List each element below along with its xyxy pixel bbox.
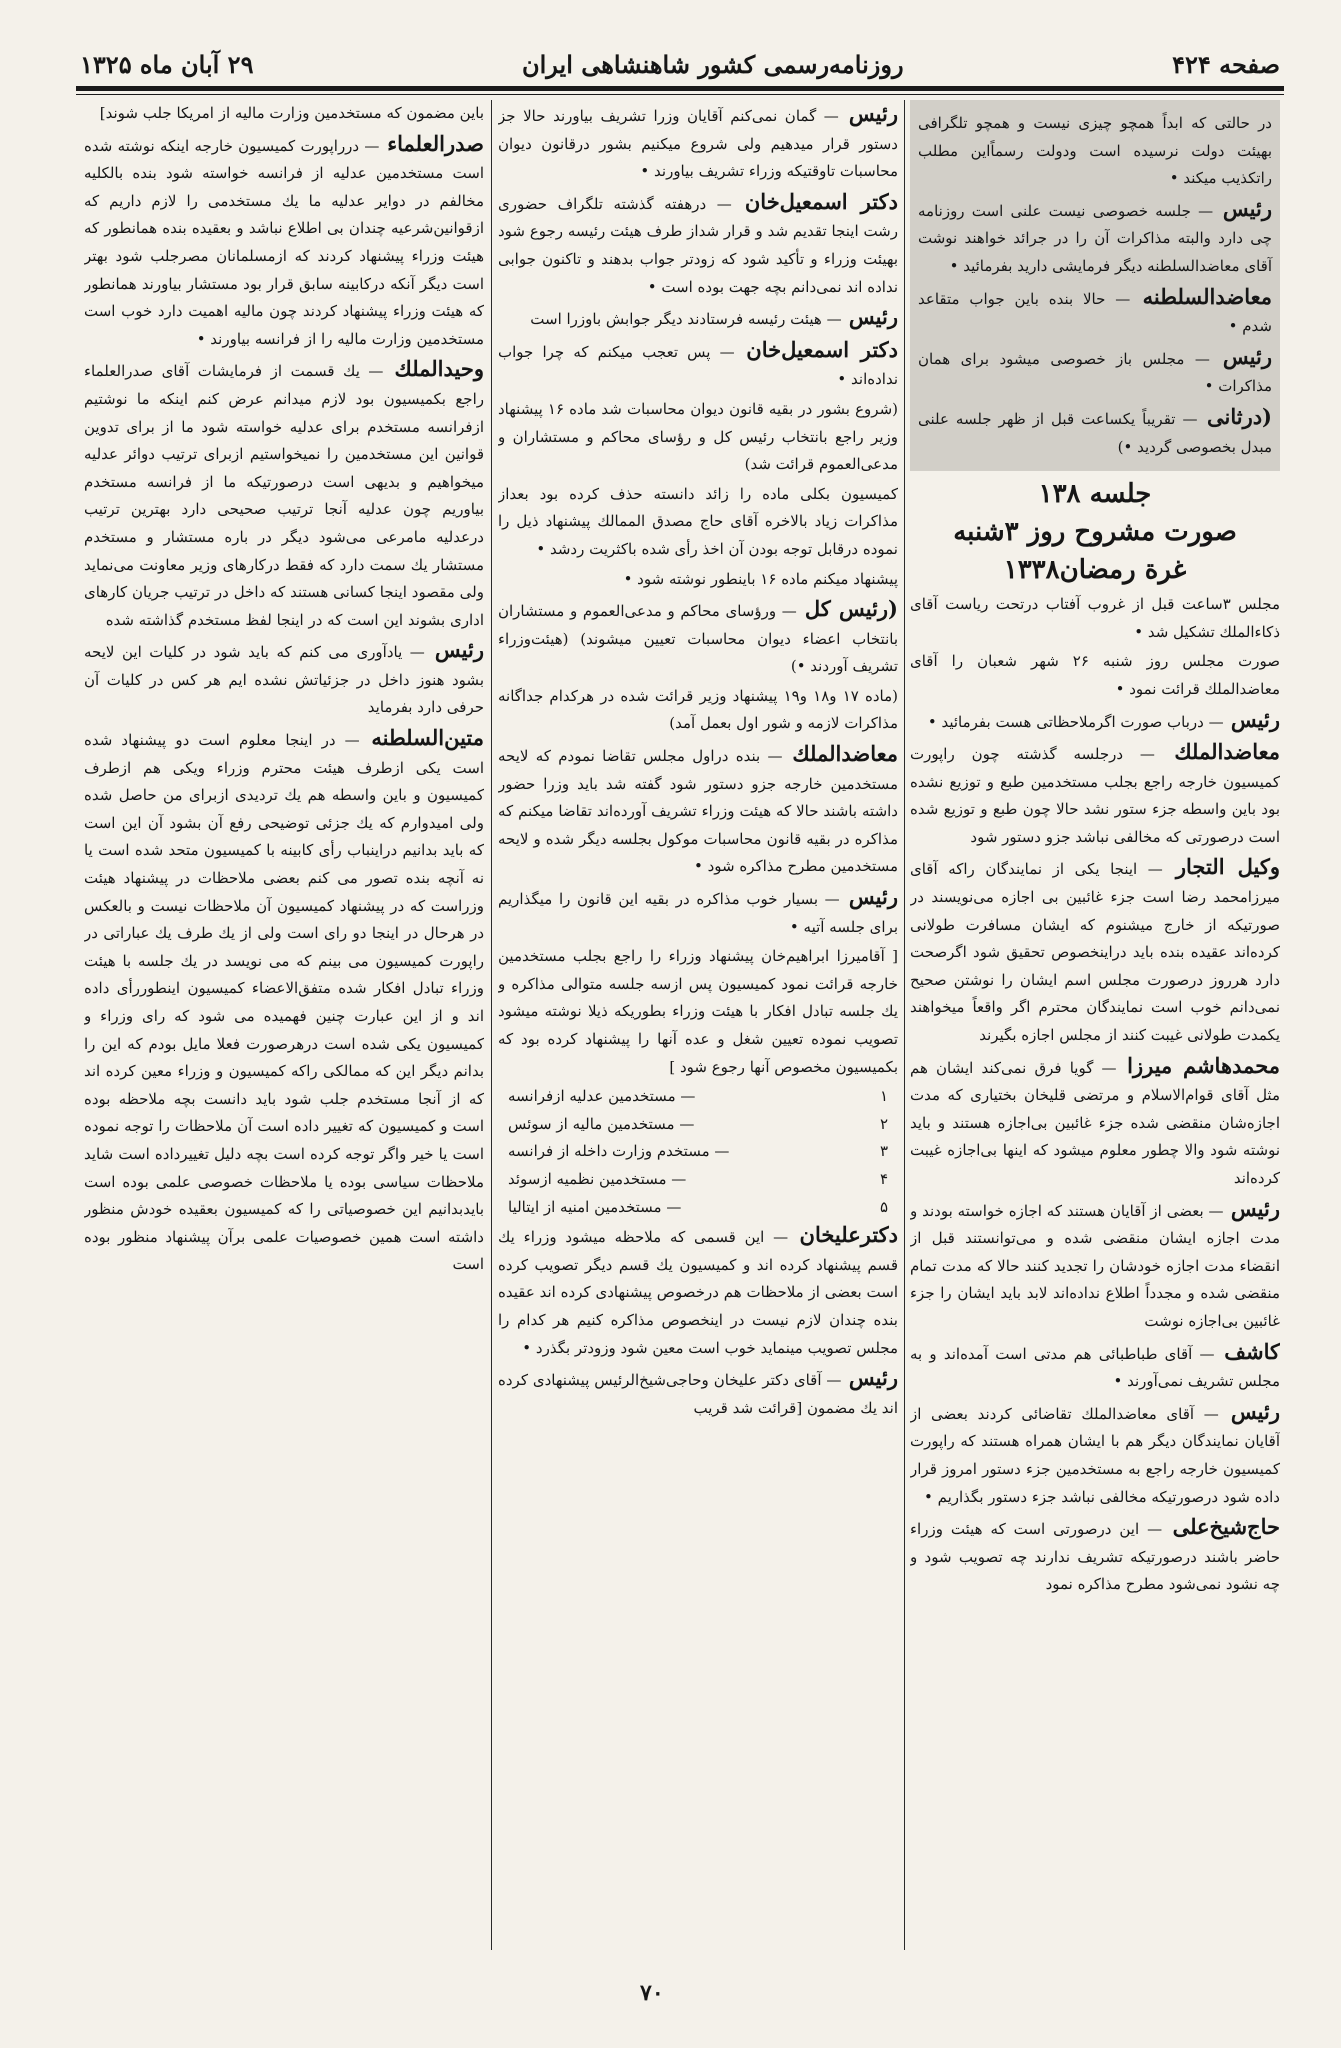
shaded-box [910, 100, 1280, 471]
paragraph: رئیس — گمان نمی‌کنم آقایان وزرا تشریف بیاورند حالا جز دستور قرار میدهیم ولی شروع میکنیم بشور درقانون دیوان محاسبات تاوقتیکه وزراء تشریف بیاورند • [498, 101, 898, 181]
paragraph: (شروع بشور در بقیه قانون دیوان محاسبات شد ماده ۱۶ پیشنهاد وزیر راجع بانتخاب رئیس کل و رؤسای محاکم و مستشاران و مدعی‌العموم قرائت شد) [498, 399, 898, 474]
session-date: غرة رمضان۱۳۳۸ [1003, 555, 1187, 586]
issue-date: ۲۹ آبان ماه ۱۳۲۵ [80, 49, 254, 79]
speaker-name: دکتر اسمعیل‌خان [734, 336, 898, 362]
list-item [498, 1083, 898, 1111]
paragraph: کمیسیون بکلی ماده را زائد دانسته حذف کرده بود بعداز مذاکرات زیاد بالاخره آقای حاج مصدق الممالك پیشنهاد ذیل را نموده درقابل توجه بودن آن اخذ رأی شده باکثریت ردشد • [498, 484, 898, 558]
column-divider-left [491, 100, 492, 1950]
speaker-name: وکیل التجار [1162, 854, 1280, 880]
speaker-name: رئیس [841, 304, 898, 330]
paragraph: در حالتی که ابداً همچو چیزی نیست و همچو تلگرافی بهیئت دولت نرسیده است ودولت رسماًاین مطلب راتکذیب میکند • [918, 114, 1272, 188]
paragraph: رئیس — آقای معاضدالملك تقاضائی کردند بعضی از آقایان نمایندگان دیگر هم با ایشان همراه هستند که راپورت کمیسیون خارجه راجع به مستخدمین جزء دستور امروز قرار داده شود درصورتیکه مخالفی نباشد جزء دستور بگذاریم • [910, 1398, 1280, 1506]
speaker-name: (درثانی [1197, 403, 1272, 429]
paragraph: رئیس — مجلس باز خصوصی میشود برای همان مذاکرات • [918, 343, 1272, 396]
column-left [84, 100, 484, 1970]
paragraph: دکترعلیخان — این قسمی که ملاحظه میشود وزراء یك قسم پیشنهاد کرده اند و کمیسیون یك قسم دیگر تصویب کرده است بعضی از ملاحظات هم درخصوص پیشنهادی کرده اند عقیده بنده چندان لازم نیست در اینخصوص مذاکره کنیم هر کدام را مجلس تصویب مینماید خوب است معین شود وزودتر بگذرد • [498, 1222, 898, 1357]
paragraph: (درثانی — تقریباً یکساعت قبل از ظهر جلسه علنی مبدل بخصوصی گردید •) [918, 403, 1272, 456]
paragraph: رئیس — آقای دکتر علیخان وحاجی‌شیخ‌الرئیس پیشنهادی کرده اند یك مضمون [قرائت شد قریب [498, 1365, 898, 1417]
speaker-name: رئیس [1218, 1398, 1280, 1424]
paragraph: معاضدالملك — بنده دراول مجلس تقاضا نمودم که لایحه مستخدمین خارجه جزو دستور شود گفته شد باید وزرا حضور داشته باشند حالا که هیئت وزراء تشریف آورده‌اند تقاضا میکنم که مذاکره در بقیه قانون محاسبات موکول بجلسه دیگر شده و لایحه مستخدمین مطرح مذاکره شود • [498, 741, 898, 876]
speaker-name: رئیس [838, 101, 898, 126]
speaker-name: صدرالعلماء [379, 130, 484, 156]
paragraph: محمدهاشم میرزا — گویا فرق نمی‌کند ایشان هم مثل آقای قوام‌الاسلام و مرتضی قلیخان بختیاری که مدت اجازه‌شان منقضی شده جزء غائبین بی‌اجازه هستند و باید نوشته شود والا چطور معلوم میشود که اینها بی‌اجازه غیبت کرده‌اند [910, 1052, 1280, 1187]
list-text: — مستخدمین عدلیه ازفرانسه [508, 1087, 696, 1106]
page-header [80, 44, 1280, 84]
speaker-name: رئیس [1213, 195, 1272, 221]
paragraph: صدرالعلماء — درراپورت کمیسیون خارجه اینکه نوشته شده است مستخدمین عدلیه از فرانسه خواسته شود بنده بالکلیه مخالفم در دوایر عدلیه ما یك مستخدمی را لازم داریم که ازقوانین‌شرعیه چندان بی اطلاع نباشد و بعقیده بنده همانطور که هیئت وزراء پیشنهاد کردند که ازمسلمانان مصرجلب شود بهتر است دیگر آنکه درکابینه سابق قرار بود مستشار بیاورند همانطور که هیئت وزراء پیشنهاد کردند چون مالیه اهمیت دارد خوب است مستخدمین وزارت مالیه را از فرانسه بیاورند • [84, 130, 484, 348]
page-footer-mark: ۷۰ [640, 1980, 664, 2006]
paragraph: رئیس — یادآوری می کنم که باید شود در کلیات این لایحه بشود هنوز داخل در جزئیاتش نشده ایم هر کس در کلیات آن حرفی دارد بفرماید [84, 637, 484, 717]
list-number: ۱ [879, 1087, 888, 1106]
paragraph: رئیس — بسیار خوب مذاکره در بقیه این قانون را میگذاریم برای جلسه آتیه • [498, 884, 898, 936]
list-item [498, 1138, 898, 1166]
paragraph: کاشف — آقای طباطبائی هم مدتی است آمده‌اند و به مجلس تشریف نمی‌آورند • [910, 1338, 1280, 1391]
list-text: — مستخدم وزارت داخله از فرانسه [508, 1142, 730, 1161]
speaker-name: رئیس [424, 637, 484, 663]
speaker-name: متین‌السلطنه [359, 725, 484, 751]
paragraph: حاج‌شیخ‌علی — این درصورتی است که هیئت وزراء حاضر باشند درصورتیکه تشریف ندارند چه تصویب شود و چه نشود نمی‌شود مطرح مذاکره نمود [910, 1514, 1280, 1594]
paragraph: باین مضمون که مستخدمین وزارت مالیه از امریکا جلب شوند] [99, 104, 484, 122]
speaker-name: معاضدالملك [782, 741, 898, 767]
newspaper-title: روزنامه‌رسمی کشور شاهنشاهی ایران [522, 49, 904, 79]
list-item [498, 1166, 898, 1194]
paragraph: دکتر اسمعیل‌خان — پس تعجب میکنم که چرا جواب نداده‌اند • [498, 336, 898, 389]
speaker-name: معاضدالملك [1154, 739, 1280, 765]
list-number: ۴ [879, 1169, 888, 1188]
column-middle [498, 100, 898, 1970]
paragraph: مجلس ۳ساعت قبل از غروب آفتاب درتحت ریاست آقای ذکاءالملك تشکیل شد • [910, 595, 1280, 641]
paragraph: دکتر اسمعیل‌خان — درهفته گذشته تلگراف حضوری رشت اینجا تقدیم شد و قرار شداز طرف هیئت رئیسه رجوع شود بهیئت وزراء و تأکید شود که زودتر جواب بدهند و تاکنون جوابی نداده اند نمی‌دانم بچه جهت بوده است • [498, 188, 898, 296]
paragraph: رئیس — بعضی از آقایان هستند که اجازه خواسته بودند و مدت اجازه ایشان منقضی شده و می‌توانستند قبل از انقضاء مدت اجازه خودشان را تجدید کنند حالا که مدت تمام منقضی شده و مجدداً اطلاع نداده‌اند لابد باید ایشان را جزء غائبین بی‌اجازه نوشت [910, 1195, 1280, 1330]
speaker-name: رئیس [1223, 706, 1280, 732]
paragraph: معاضدالسلطنه — حالا بنده باین جواب متقاعد شدم • [918, 283, 1272, 336]
paragraph: (رئیس کل — ورؤسای محاکم و مدعی‌العموم و مستشاران بانتخاب اعضاء دیوان محاسبات تعیین میشوند) (هیئت‌وزراء تشریف آوردند •) [498, 596, 898, 676]
paragraph: متین‌السلطنه — در اینجا معلوم است دو پیشنهاد شده است یکی ازطرف هیئت محترم وزراء ویکی هم ازطرف کمیسیون و باین واسطه هم یك تردیدی ازبرای من حاصل شده ولی امیدوارم که یك جزئی توضیحی رفع آن بشود آن این است که باید بدانیم دراینباب رأی کابینه با کمیسیون متحد شده است یا نه آنچه بنده تصور می کنم بعضی ملاحظات در پیشنهاد هیئت وزراست که در پیشنهاد کمیسیون آن ملاحظات نیست و بالعکس در هرحال در اینجا دو رای است ولی از یك طرف یك عباراتی در راپورت کمیسیون می بینم که می نویسد در یك جلسه با هیئت وزراء تبادل افکار شده متفق‌الاعضاء کمیسیون اینطوررأی داده اند و از این عبارت چنین فهمیده می شود که رای وزراء و کمیسیون یکی شده است درهرصورت فعلا مایل بودم که این را بدانم دیگر این که ممالکی راکه کمیسیون و وزراء معین کرده اند که از آنجا مستخدم جلب شود باید دانست بچه ملاحظه بوده است و کمیسیون که تغییر داده است آن ملاحظات را توجه نموده است یا خیر واگر توجه کرده است بچه دلیل تغییرداده است شاید ملاحظات سیاسی بوده یا ملاحظات خصوصی علمی بوده است بایدبدانیم این خصوصیاتی را که کمیسیون بعقیده خودش منظور داشته است همین خصوصیات علمی برآن پیشنهاد منظور بوده است [84, 725, 484, 1274]
header-rule-thin [76, 94, 1284, 95]
speaker-name: حاج‌شیخ‌علی [1162, 1514, 1280, 1540]
employee-list [498, 1083, 898, 1221]
paragraph: رئیس — هیئت رئیسه فرستادند دیگر جوابش باوزرا است [530, 304, 898, 330]
paragraph: وحیدالملك — یك قسمت از فرمایشات آقای صدرالعلماء راجع بکمیسیون بود لازم میدانم عرض کنم اینکه ما نوشتیم ازفرانسه مستخدم برای عدلیه خواسته شود ما از برای تدوین قوانین این مستخدمین را نمیخواستیم ازبرای ترتیب دوائر عدلیه میخواهیم و بدیهی است درصورتیکه ما از فرانسه مستخدم بیاوریم چون عدلیه آنجا ترتیب صحیحی دارد بهترین ترتیب درعدلیه مامرعی می‌شود دیگر در باره مستشار و مستخدم مستشار یك سمت دارد که فقط درکارهای وزیر معاونت می‌نماید ولی مقصود اینجا کسانی هستند که داخل در ترتیب جریان کارهای اداری بشوند این است که در اینجا لفظ مستخدم گذاشته شده [84, 356, 484, 629]
speaker-name: رئیس [1209, 343, 1272, 369]
list-text: — مستخدمین امنیه از ایتالیا [508, 1197, 682, 1216]
list-item [498, 1111, 898, 1139]
speaker-name: (رئیس کل [796, 596, 898, 622]
paragraph: وکیل التجار — اینجا یکی از نمایندگان راکه آقای میرزامحمد رضا است جزء غائبین بی اجازه می‌نویسند در صورتیکه از خارج میشنوم که ایشان مسافرت طولانی کرده‌اند عقیده بنده باید دراینخصوص تحقیق شود اگرصحت دارد هرروز درصورت مجلس اسم ایشان را نوشتن صحیح نمی‌دانم خوب است نمایندگان محترم اگر واقعاً میخواهند یکمدت طولانی غیبت کنند از مجلس اجازه بگیرند [910, 854, 1280, 1045]
header-rule-thick [76, 86, 1284, 91]
column-right [910, 100, 1280, 1970]
speaker-name: معاضدالسلطنه [1130, 283, 1272, 309]
paragraph: (ماده ۱۷ و۱۸ و۱۹ پیشنهاد وزیر قرائت شده در هرکدام جداگانه مذاکرات لازمه و شور اول بعمل آمد) [498, 686, 898, 733]
speaker-name: دکترعلیخان [788, 1222, 898, 1248]
list-number: ۲ [879, 1114, 888, 1133]
speaker-name: کاشف [1214, 1338, 1280, 1364]
paragraph: صورت مجلس روز شنبه ۲۶ شهر شعبان را آقای معاضدالملك قرائت نمود • [910, 652, 1280, 698]
speaker-name: محمدهاشم میرزا [1116, 1052, 1280, 1078]
list-number: ۵ [879, 1197, 888, 1216]
session-subheading: صورت مشروح روز ۳شنبه [953, 517, 1237, 548]
speaker-name: رئیس [841, 1365, 898, 1391]
speaker-name: رئیس [1223, 1195, 1280, 1221]
speaker-name: وحیدالملك [383, 356, 484, 382]
list-text: — مستخدمین مالیه از سوئس [508, 1114, 695, 1133]
list-text: — مستخدمین نظمیه ازسوئد [508, 1169, 687, 1188]
session-heading: جلسه ۱۳۸ [1038, 479, 1152, 510]
page-number: صفحه ۴۲۴ [1172, 49, 1280, 79]
list-number: ۳ [879, 1142, 888, 1161]
paragraph: رئیس — جلسه خصوصی نیست علنی است روزنامه چی دارد والبته مذاکرات آن را در جرائد خواهند نوشت آقای معاضدالسلطنه دیگر فرمایشی دارید بفرمائید • [918, 195, 1272, 275]
speaker-name: رئیس [839, 884, 898, 910]
column-divider-right [904, 100, 905, 1950]
paragraph: [ آقامیرزا ابراهیم‌خان پیشنهاد وزراء را راجع بجلب مستخدمین خارجه قرائت نمود کمیسیون پس ازسه جلسه متوالی مذاکره و یك جلسه تبادل افکار با هیئت وزراء بطوریکه ذیلا نوشته میشود تصویب نموده تعیین شغل و عده آنها را پیشنهاد کرده بود که بکمیسیون مخصوص آنها رجوع شود ] [498, 947, 898, 1076]
speaker-name: دکتر اسمعیل‌خان [731, 188, 898, 214]
paragraph: پیشنهاد میکنم ماده ۱۶ باینطور نوشته شود • [623, 569, 898, 588]
paragraph: رئیس — درباب صورت اگرملاحظاتی هست بفرمائید • [927, 706, 1280, 732]
list-item [498, 1194, 898, 1222]
paragraph: معاضدالملك — درجلسه گذشته چون راپورت کمیسیون خارجه راجع بجلب مستخدمین طبع و توزیع نشده بود باین واسطه جزء ستور نشد حالا چون طبع و توزیع شده است درصورتی که مخالفی نباشد جزو دستور شود [910, 739, 1280, 846]
